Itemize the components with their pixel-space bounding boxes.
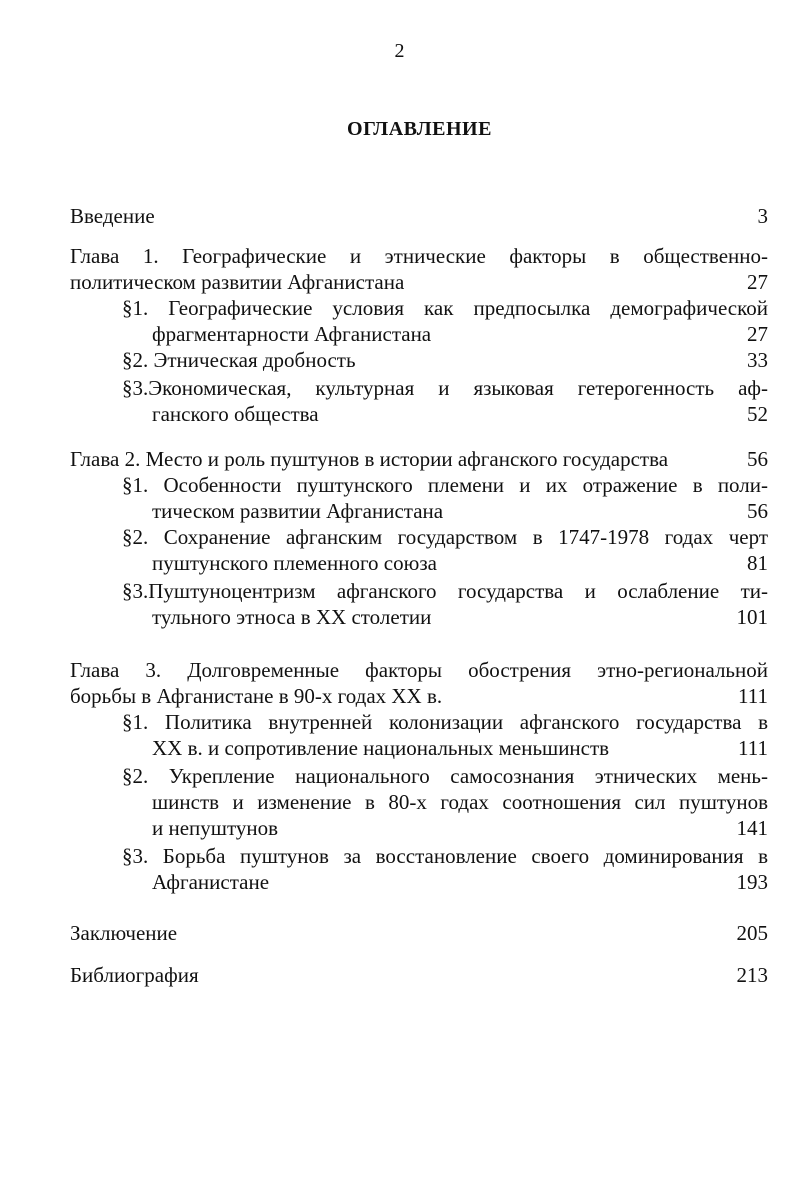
toc-intro-page: 3 — [757, 204, 768, 228]
toc-ch3-page: 111 — [738, 684, 768, 708]
toc-intro-label: Введение — [70, 204, 155, 228]
toc-ch3-s1-line1: §1. Политика внутренней колонизации афганского государства в — [122, 710, 768, 734]
toc-ch1-s2-page: 33 — [747, 348, 768, 372]
toc-ch2-s1-line1: §1. Особенности пуштунского племени и их отражение в поли- — [122, 473, 768, 497]
toc-ch2-page: 56 — [747, 447, 768, 471]
toc-ch2-s3-line2: тульного этноса в XX столетии — [152, 605, 432, 629]
toc-bibliography-label: Библиография — [70, 963, 199, 987]
toc-ch2-title-line1: Глава 2. Место и роль пуштунов в истории афганского государства — [70, 447, 669, 471]
toc-ch3-s2-line2: шинств и изменение в 80-х годах соотношения сил пуштунов — [152, 790, 768, 814]
toc-ch3-s2-line1: §2. Укрепление национального самосознания этнических мень- — [122, 764, 768, 788]
toc-ch3-s2-line3: и непуштунов — [152, 816, 279, 840]
toc-ch2-s1-page: 56 — [747, 499, 768, 523]
page-number: 2 — [394, 40, 405, 62]
toc-ch2-s2-line1: §2. Сохранение афганским государством в 1747-1978 годах черт — [122, 525, 768, 549]
toc-conclusion-label: Заключение — [70, 921, 178, 945]
toc-ch3-s3-page: 193 — [736, 870, 768, 894]
page-title: ОГЛАВЛЕНИЕ — [347, 118, 492, 140]
toc-ch1-title-line1: Глава 1. Географические и этнические факторы в общественно- — [70, 244, 768, 268]
toc-ch2-s3-line1: §3.Пуштуноцентризм афганского государства и ослабление ти- — [122, 579, 768, 603]
toc-ch3-s3-line2: Афганистане — [152, 870, 270, 894]
toc-ch3-s1-page: 111 — [738, 736, 768, 760]
toc-ch1-s1-line1: §1. Географические условия как предпосылка демографической — [122, 296, 768, 320]
toc-ch1-s1-line2: фрагментарности Афганистана — [152, 322, 432, 346]
toc-ch2-s3-page: 101 — [736, 605, 768, 629]
toc-ch3-s1-line2: XX в. и сопротивление национальных меньшинств — [152, 736, 610, 760]
toc-ch3-title-line1: Глава 3. Долговременные факторы обострения этно-региональной — [70, 658, 768, 682]
toc-ch1-s3-line1: §3.Экономическая, культурная и языковая гетерогенность аф- — [122, 376, 768, 400]
toc-ch3-s2-page: 141 — [736, 816, 768, 840]
toc-ch1-title-line2: политическом развитии Афганистана — [70, 270, 405, 294]
toc-ch1-s2-line1: §2. Этническая дробность — [122, 348, 356, 372]
toc-ch3-s3-line1: §3. Борьба пуштунов за восстановление своего доминирования в — [122, 844, 768, 868]
toc-ch1-s3-line2: ганского общества — [152, 402, 319, 426]
toc-ch3-title-line2: борьбы в Афганистане в 90-х годах XX в. — [70, 684, 443, 708]
toc-ch1-page: 27 — [747, 270, 768, 294]
toc-ch2-s2-line2: пуштунского племенного союза — [152, 551, 437, 575]
toc-bibliography-page: 213 — [736, 963, 768, 987]
toc-ch1-s1-page: 27 — [747, 322, 768, 346]
toc-conclusion-page: 205 — [736, 921, 768, 945]
toc-ch2-s1-line2: тическом развитии Афганистана — [152, 499, 444, 523]
toc-ch1-s3-page: 52 — [747, 402, 768, 426]
toc-ch2-s2-page: 81 — [747, 551, 768, 575]
